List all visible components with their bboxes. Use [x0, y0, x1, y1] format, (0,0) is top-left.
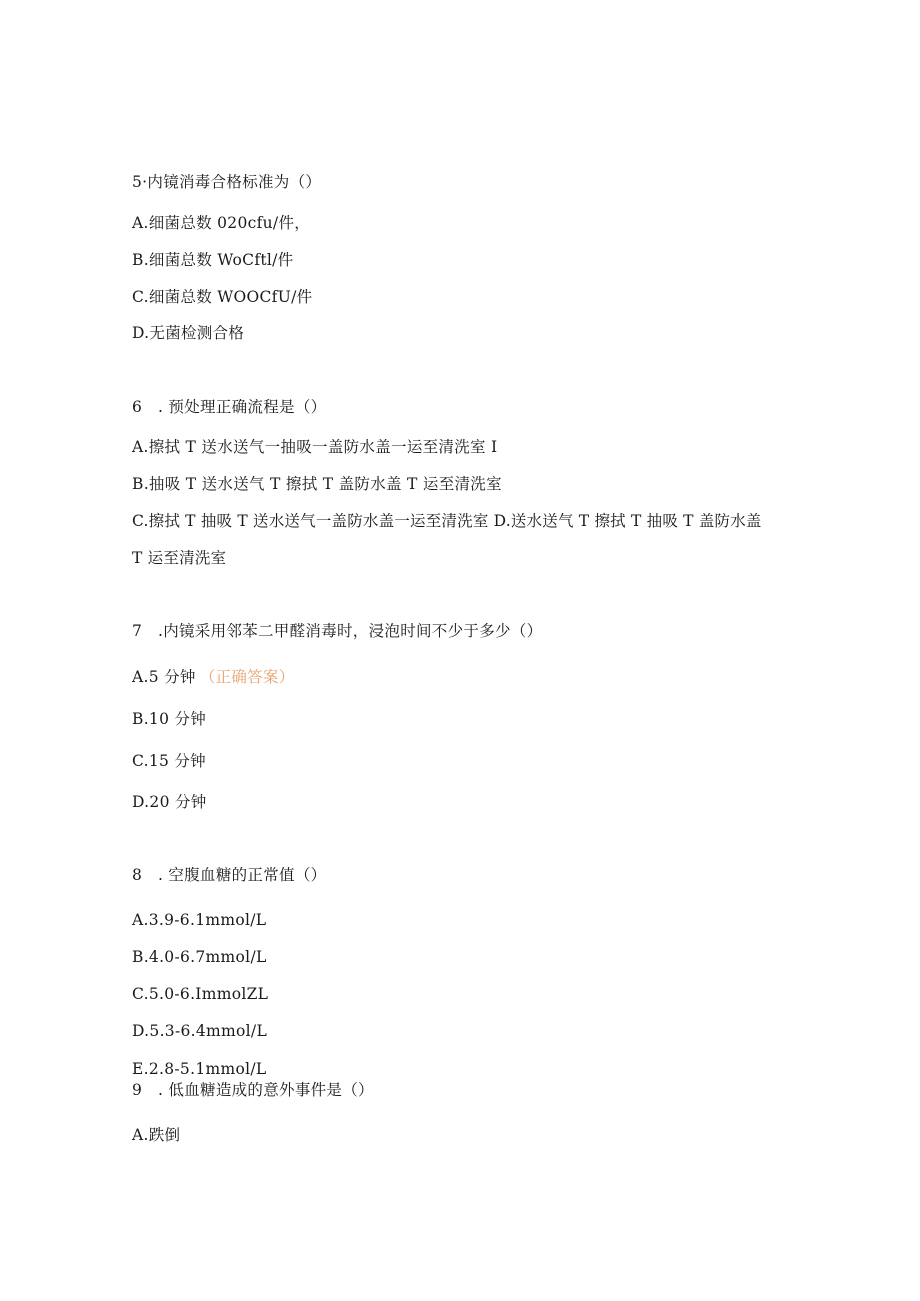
question-7-option-d: D.20 分钟 [132, 793, 207, 811]
question-8-option-a: A.3.9-6.1mmol/L [132, 911, 267, 929]
question-5-option-a: A.细菌总数 020cfu/件， [132, 214, 311, 232]
question-5-option-c: C.细菌总数 WOOCfU/件 [132, 288, 313, 306]
question-8-option-d: D.5.3-6.4mmol/L [132, 1022, 268, 1040]
question-8-option-c: C.5.0-6.ImmolZL [132, 985, 269, 1003]
question-6-option-b: B.抽吸 T 送水送气 T 擦拭 T 盖防水盖 T 运至清洗室 [132, 475, 502, 493]
question-8-option-b: B.4.0-6.7mmol/L [132, 948, 267, 966]
question-9-option-a: A.跌倒 [132, 1126, 181, 1144]
question-5-option-d: D.无菌检测合格 [132, 324, 245, 342]
question-7-option-a-text: A.5 分钟 [132, 668, 196, 686]
question-6-option-c-d: C.擦拭 T 抽吸 T 送水送气一盖防水盖一运至清洗室 D.送水送气 T 擦拭 T 抽吸 T 盖防水盖 [132, 512, 762, 530]
question-7-option-b: B.10 分钟 [132, 710, 207, 728]
correct-answer-tag: （正确答案） [199, 668, 295, 686]
question-8-option-e: E.2.8-5.1mmol/L [132, 1060, 267, 1078]
question-5-stem: 5·内镜消毒合格标准为（） [132, 173, 322, 191]
question-8-stem: 8 . 空腹血糖的正常值（） [132, 866, 327, 884]
question-6-stem: 6 . 预处理正确流程是（） [132, 398, 327, 416]
question-6-option-a: A.擦拭 T 送水送气一抽吸一盖防水盖一运至清洗室 I [132, 438, 498, 456]
question-5-option-b: B.细菌总数 WoCftl/件 [132, 251, 294, 269]
question-7-option-a [132, 667, 295, 687]
question-6-option-d-continued: T 运至清洗室 [132, 549, 227, 567]
question-9-stem: 9 . 低血糖造成的意外事件是（） [132, 1081, 374, 1099]
question-7-stem: 7 .内镜采用邻苯二甲醛消毒时，浸泡时间不少于多少（） [132, 622, 543, 640]
question-7-option-c: C.15 分钟 [132, 752, 206, 770]
